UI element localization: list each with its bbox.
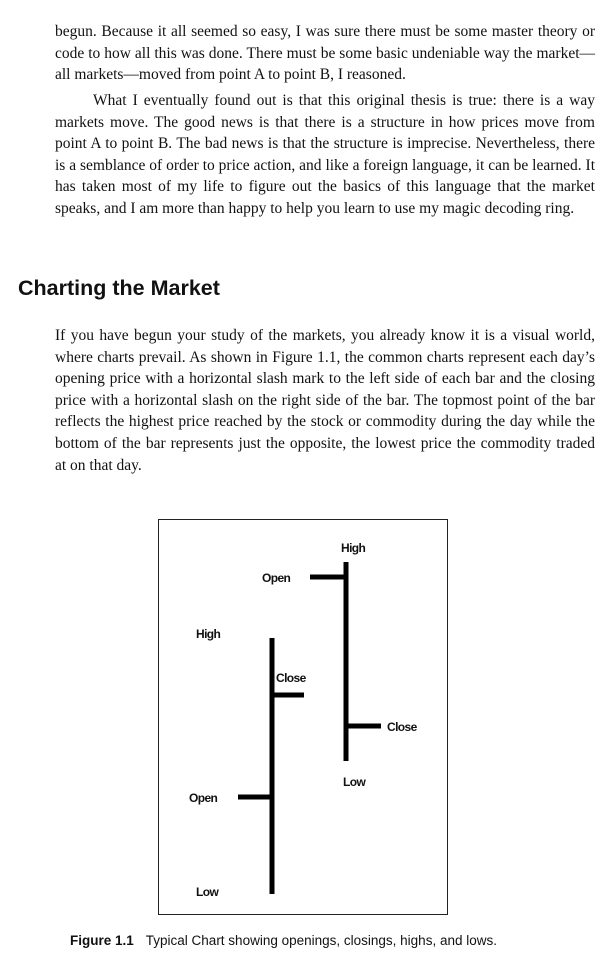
paragraph-thesis: What I eventually found out is that this original thesis is true: there is a way markets move. The good news is that there is a structure in how prices move from point A to point B. The bad news is that the structure is imprecise. Nevertheless, there is a semblance of order to price action, and like a foreign language, it can be learned. It has taken most of my life to figure out the basics of this language that the market speaks, and I am more than happy to help you learn to use my magic decoding ring. [55, 92, 595, 217]
bar1-low-label: Low [196, 885, 219, 899]
paragraph-charts: If you have begun your study of the markets, you already know it is a visual world, where charts prevail. As shown in Figure 1.1, the common charts represent each day’s opening price with a horizontal slash mark to the left side of each bar and the closing price with a horizontal slash on the right side of the bar. The topmost point of the bar reflects the highest price reached by the stock or commodity during the day while the bottom of the bar represents just the opposite, the lowest price the commodity traded at on that day. [55, 327, 595, 474]
figure-caption-text: Typical Chart showing openings, closings, highs, and lows. [145, 933, 497, 948]
bar1-high-label: High [196, 627, 221, 641]
bar2-open-label: Open [262, 571, 291, 585]
bar2-low-label: Low [343, 775, 366, 789]
figure-caption [70, 933, 497, 948]
bar1-open-label: Open [189, 791, 218, 805]
bar1-close-label: Close [276, 671, 306, 685]
section-heading: Charting the Market [18, 276, 220, 300]
bar2-high-label: High [341, 541, 366, 555]
paragraph-intro: begun. Because it all seemed so easy, I was sure there must be some master theory or code to how all this was done. There must be some basic undeniable way the market—all markets—moved from point A to point B, I reasoned. [55, 23, 595, 84]
price-bar-diagram [159, 520, 447, 914]
figure-1-1-box [158, 519, 448, 915]
bar2-close-label: Close [387, 720, 417, 734]
figure-number: Figure 1.1 [70, 933, 134, 948]
